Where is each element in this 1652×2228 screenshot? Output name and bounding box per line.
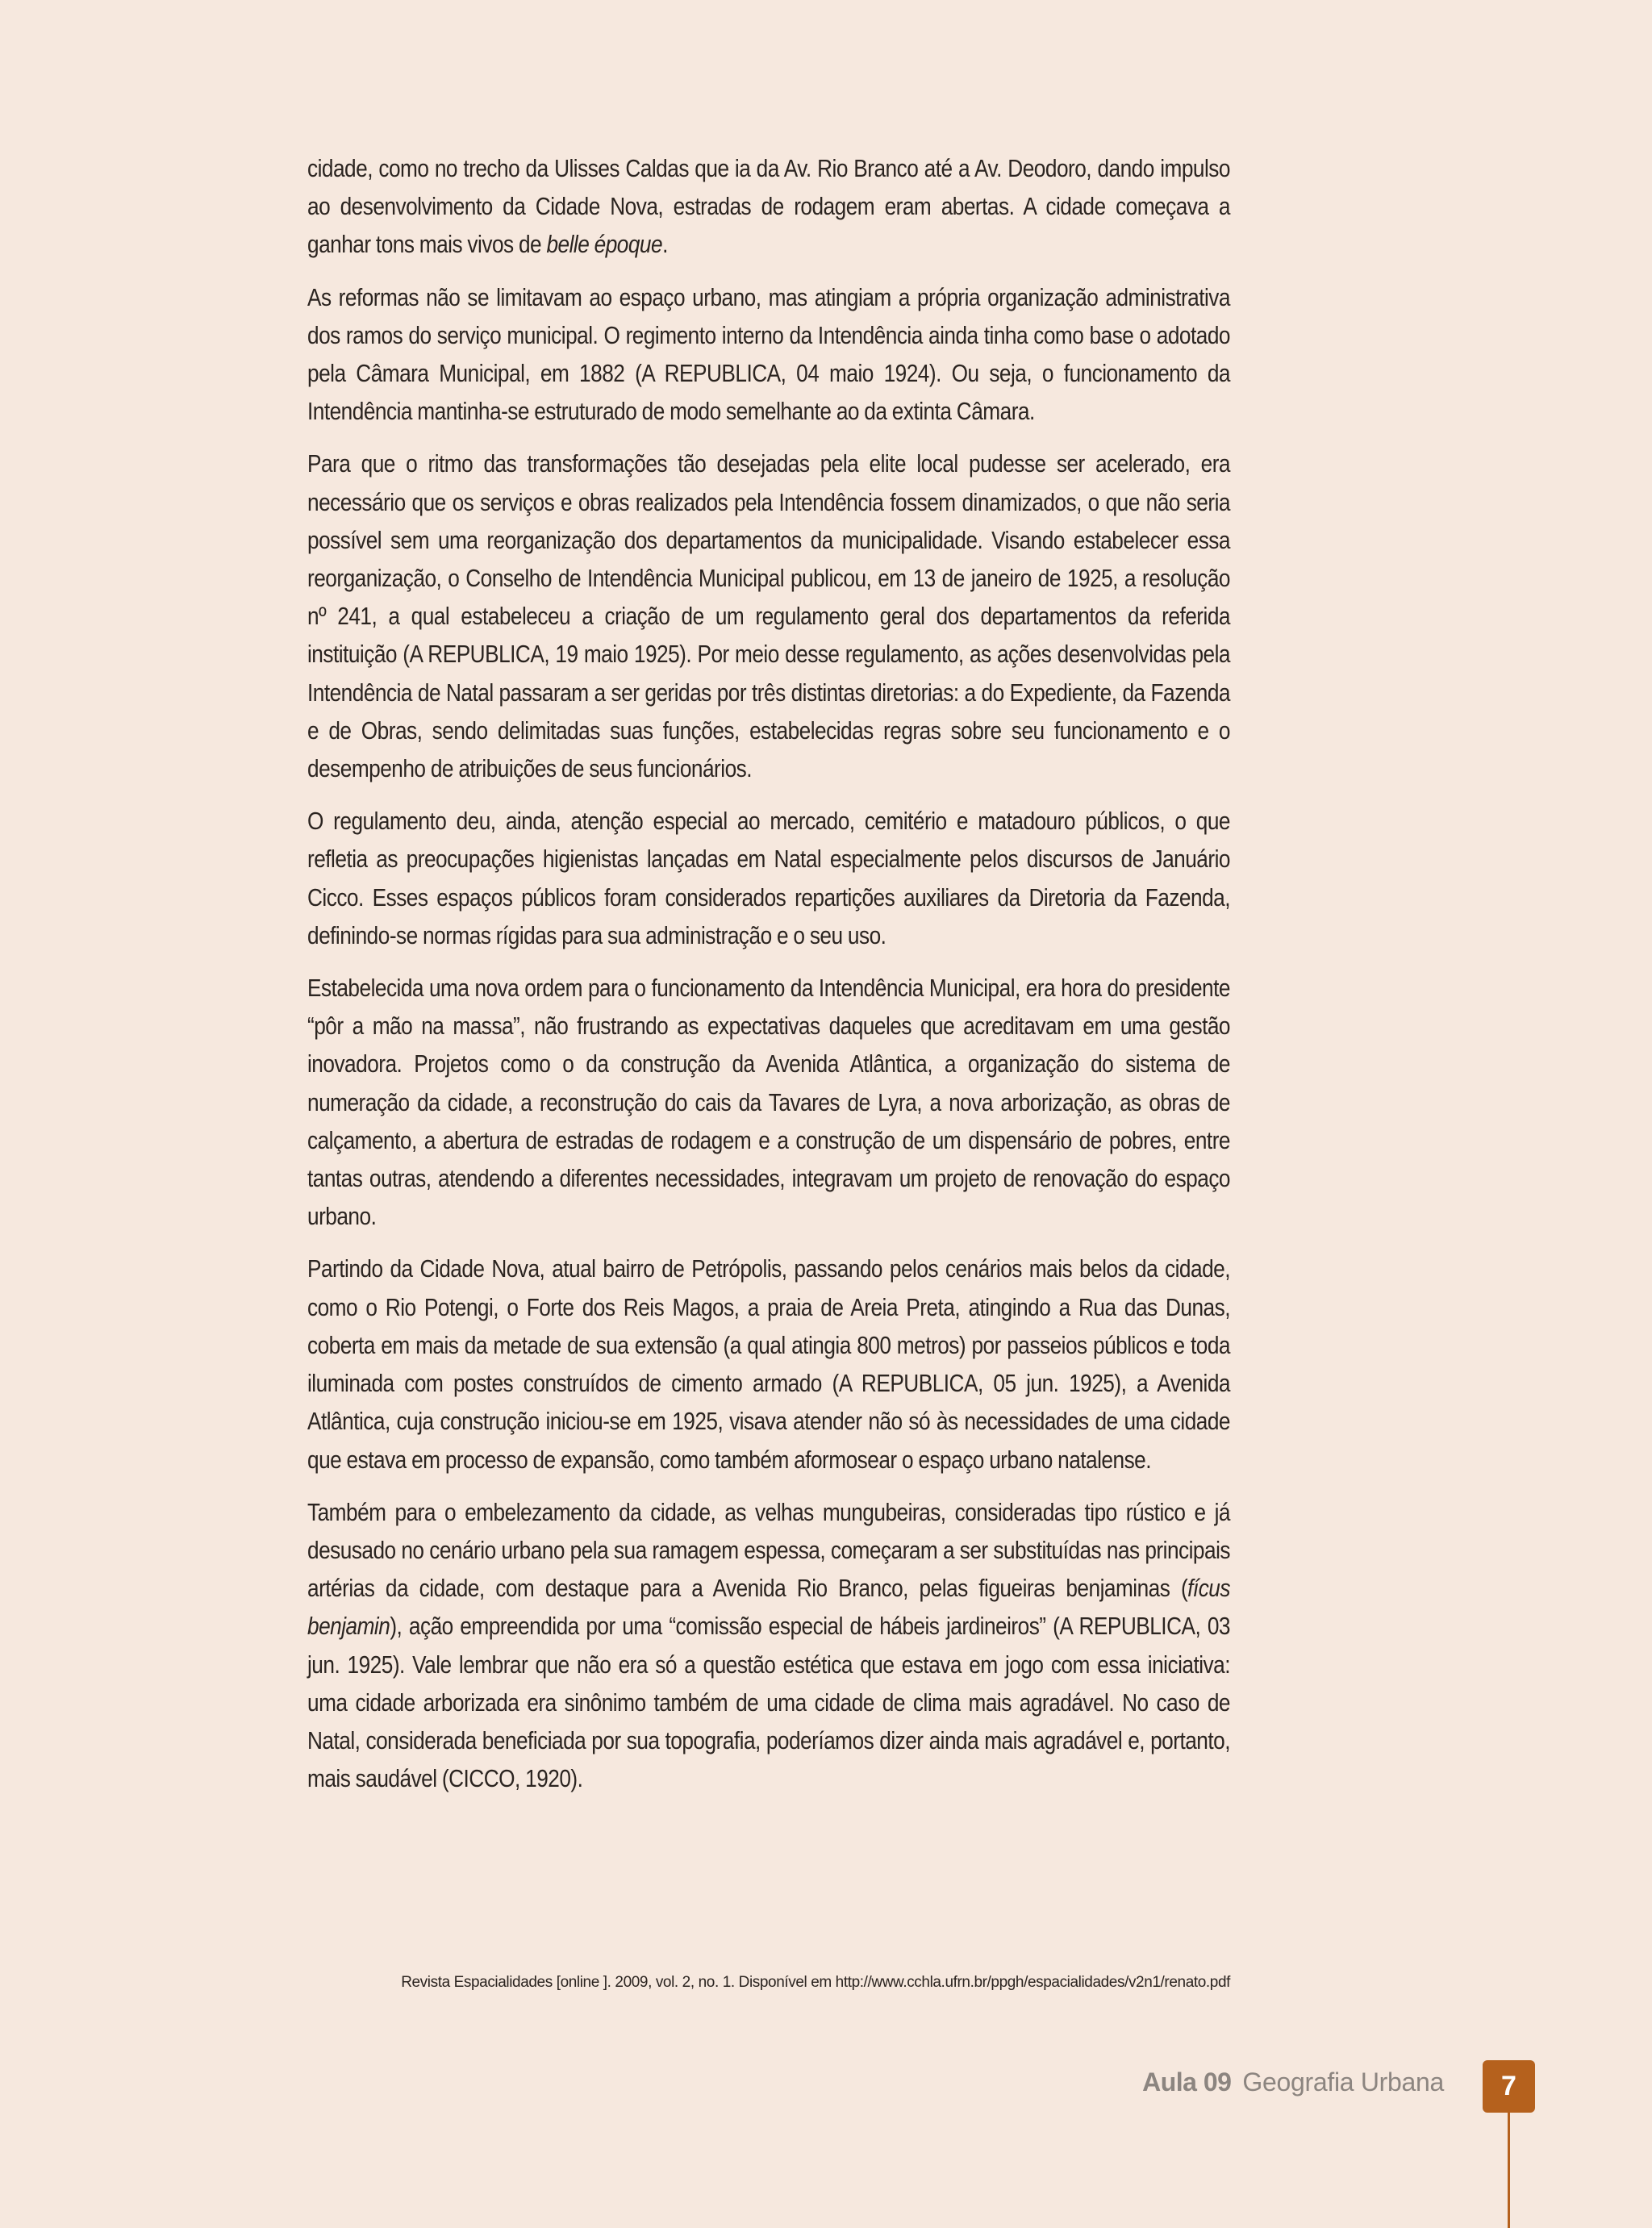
source-citation: Revista Espacialidades [online ]. 2009, vol. 2, no. 1. Disponível em http://www.cchla.ufrn.br/ppgh/espacialidades/v2n1/renato.pdf: [401, 1974, 1230, 1991]
subject-label: Geografia Urbana: [1242, 2067, 1444, 2097]
page-footer: [1142, 2067, 1444, 2097]
paragraph: O regulamento deu, ainda, atenção especial ao mercado, cemitério e matadouro públicos, o que refletia as preocupações higienistas lançadas em Natal especialmente pelos discursos de Januário Cicco. Esses espaços públicos foram considerados repartições auxiliares da Diretoria da Fazenda, definindo-se normas rígidas para sua administração e o seu uso.: [307, 807, 1230, 949]
paragraph: As reformas não se limitavam ao espaço urbano, mas atingiam a própria organização administrativa dos ramos do serviço municipal. O regimento interno da Intendência ainda tinha como base o adotado pela Câmara Municipal, em 1882 (A REPUBLICA, 04 maio 1924). Ou seja, o funcionamento da Intendência mantinha-se estruturado de modo semelhante ao da extinta Câmara.: [307, 283, 1230, 426]
paragraph: Para que o ritmo das transformações tão desejadas pela elite local pudesse ser acelerado, era necessário que os serviços e obras realizados pela Intendência fossem dinamizados, o que não seria possível sem uma reorganização dos departamentos da municipalidade. Visando estabelecer essa reorganização, o Conselho de Intendência Municipal publicou, em 13 de janeiro de 1925, a resolução nº 241, a qual estabeleceu a criação de um regulamento geral dos departamentos da referida instituição (A REPUBLICA, 19 maio 1925). Por meio desse regulamento, as ações desenvolvidas pela Intendência de Natal passaram a ser geridas por três distintas diretorias: a do Expediente, da Fazenda e de Obras, sendo delimitadas suas funções, estabelecidas regras sobre seu funcionamento e o desempenho de atribuições de seus funcionários.: [307, 450, 1230, 783]
paragraph: Também para o embelezamento da cidade, as velhas mungubeiras, consideradas tipo rústico e já desusado no cenário urbano pela sua ramagem espessa, começaram a ser substituídas nas principais artérias da cidade, com destaque para a Avenida Rio Branco, pelas figueiras benjaminas (fícus benjamin), ação empreendida por uma “comissão especial de hábeis jardineiros” (A REPUBLICA, 03 jun. 1925). Vale lembrar que não era só a questão estética que estava em jogo com essa iniciativa: uma cidade arborizada era sinônimo também de uma cidade de clima mais agradável. No caso de Natal, considerada beneficiada por sua topografia, poderíamos dizer ainda mais agradável e, portanto, mais saudável (CICCO, 1920).: [307, 1498, 1230, 1793]
article-body: [307, 150, 1230, 1813]
page-number-badge: 7: [1483, 2060, 1535, 2113]
paragraph: Estabelecida uma nova ordem para o funcionamento da Intendência Municipal, era hora do presidente “pôr a mão na massa”, não frustrando as expectativas daqueles que acreditavam em uma gestão inovadora. Projetos como o da construção da Avenida Atlântica, a organização do sistema de numeração da cidade, a reconstrução do cais da Tavares de Lyra, a nova arborização, as obras de calçamento, a abertura de estradas de rodagem e a construção de um dispensário de pobres, entre tantas outras, atendendo a diferentes necessidades, integravam um projeto de renovação do espaço urbano.: [307, 974, 1230, 1231]
page-edge-line: [1508, 2113, 1510, 2228]
paragraph: cidade, como no trecho da Ulisses Caldas que ia da Av. Rio Branco até a Av. Deodoro, dando impulso ao desenvolvimento da Cidade Nova, estradas de rodagem eram abertas. A cidade começava a ganhar tons mais vivos de belle époque.: [307, 155, 1230, 259]
paragraph: Partindo da Cidade Nova, atual bairro de Petrópolis, passando pelos cenários mais belos da cidade, como o Rio Potengi, o Forte dos Reis Magos, a praia de Areia Preta, atingindo a Rua das Dunas, coberta em mais da metade de sua extensão (a qual atingia 800 metros) por passeios públicos e toda iluminada com postes construídos de cimento armado (A REPUBLICA, 05 jun. 1925), a Avenida Atlântica, cuja construção iniciou-se em 1925, visava atender não só às necessidades de uma cidade que estava em processo de expansão, como também aformosear o espaço urbano natalense.: [307, 1255, 1230, 1474]
lesson-label: Aula 09: [1142, 2067, 1232, 2097]
